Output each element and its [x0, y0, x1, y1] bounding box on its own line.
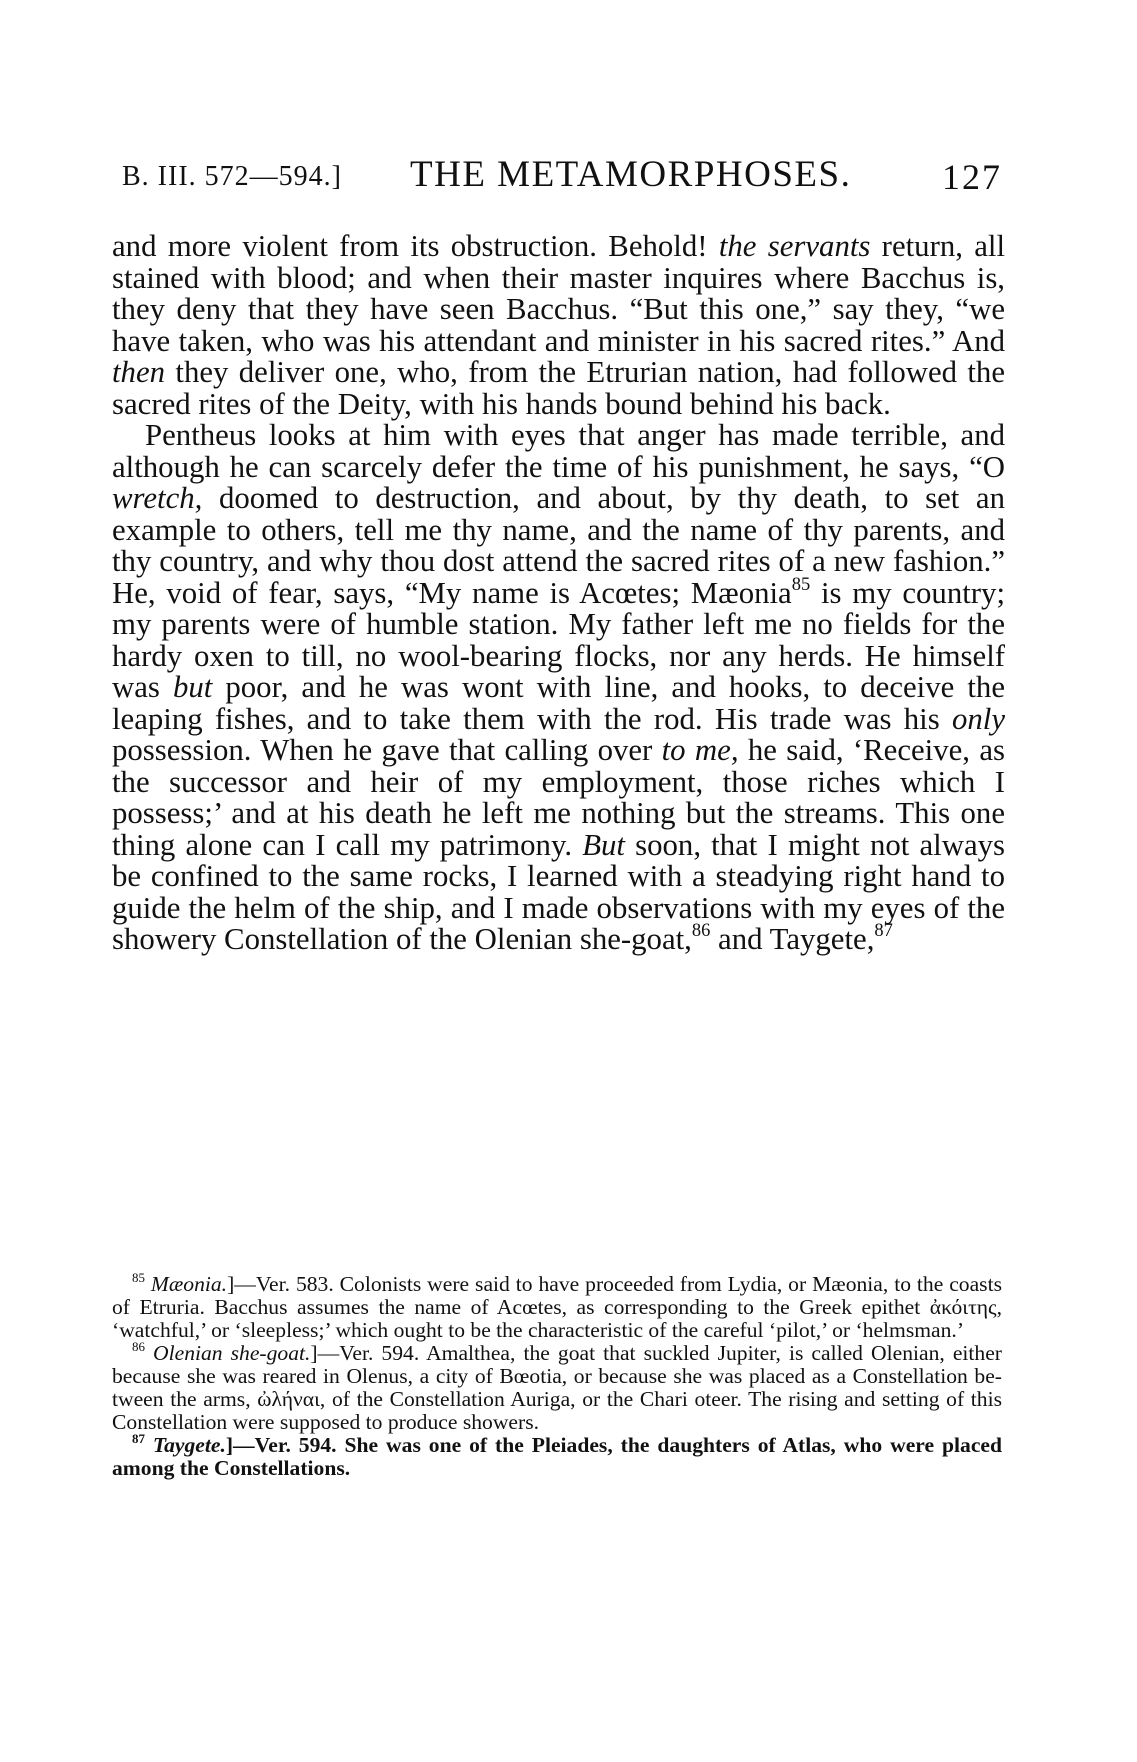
text-run: they deliver one, who, from the Etrurian nation, had followed the sacred rites of the Deity, with his hands bound behind his back.: [112, 355, 1005, 421]
footnote-ref-87[interactable]: 87: [874, 920, 893, 941]
running-header: [122, 150, 1002, 200]
footnote-86: [112, 1338, 1002, 1434]
paragraph-1: [112, 231, 1005, 420]
text-run: Pentheus looks at him with eyes that anger has made terrible, and although he can scarcely defer the time of his punishment, he says, “O: [112, 418, 1005, 484]
book-line-reference: B. III. 572—594.]: [122, 161, 342, 192]
footnote-number: 86: [132, 1338, 145, 1354]
footnote-number: 85: [132, 1269, 145, 1285]
italic-run: only: [951, 701, 1005, 736]
running-title: THE METAMORPHOSES.: [410, 154, 852, 195]
footnote-ref-85[interactable]: 85: [791, 573, 811, 594]
italic-run: but: [172, 670, 213, 704]
footnote-85: [112, 1269, 1002, 1342]
footnote-term: Mæonia.: [150, 1272, 228, 1296]
page-number: 127: [942, 157, 1002, 197]
footnote-term: Olenian she-goat.: [153, 1341, 311, 1365]
footnote-text: ]—Ver. 583. Colonists were said to have proceeded from Lydia, or Mæonia, to the coasts of Etruria. Bacchus assumes the name of Acœtes, as corresponding to the Greek epithet ἀκόιτης, ‘watchful,’ or ‘sleepless;’ which ought to be the characteristic of the careful ‘pilot,’ or ‘helmsman.’: [112, 1272, 1002, 1342]
footnote-text: ]—Ver. 594. She was one of the Pleiades, the daughters of Atlas, who were placed among the Constellations.: [112, 1433, 1002, 1480]
footnote-text: ]—Ver. 594. Amalthea, the goat that suckled Jupiter, is called Olenian, either because she was reared in Olenus, a city of Bœotia, or because she was placed as a Constellation between the arms, ὠλήναι, of the Constellation Auriga, or the Chari oteer. The rising and setting of this Constellation were supposed to produce showers.: [112, 1341, 1002, 1434]
footnote-87: [112, 1430, 1002, 1480]
text-run: return, all stained with blood; and when their master inquires where Bacchus is, they deny that they have seen Bacchus. “But this one,” say they, “we have taken, who was his attendant and minister in his sacred rites.” And: [112, 229, 1005, 358]
text-run: and more violent from its obstruction. Behold!: [112, 229, 719, 263]
main-text: [112, 231, 1005, 956]
paragraph-2: [112, 420, 1005, 956]
italic-run: But: [582, 827, 625, 862]
italic-run: then: [112, 355, 166, 389]
text-run: is my country; my parents were of humble station. My father left me no fields for the hardy oxen to till, no wool-bearing flocks, nor any herds. He himself was: [112, 575, 1005, 704]
text-run: and Taygete,: [710, 922, 875, 956]
italic-run: to me,: [661, 733, 739, 767]
text-run: he said, ‘Receive, as the successor and heir of my employment, those riches which I possess;’ and at his death he left me nothing but the streams. This one thing alone can I call my patrimony.: [112, 733, 1005, 862]
italic-run: the servants: [718, 229, 871, 263]
text-run: poor, and he was wont with line, and hooks, to deceive the leaping fishes, and to take them with the rod. His trade was his: [112, 670, 1005, 736]
italic-run: wretch,: [112, 481, 203, 515]
text-run: doomed to destruction, and about, by thy death, to set an example to others, tell me thy name, and the name of thy parents, and thy country, and why thou dost attend the sacred rites of a new fashion.” He, void of fear, says, “My name is Acœtes; Mæonia: [112, 481, 1005, 610]
footnote-ref-86[interactable]: 86: [691, 920, 711, 941]
text-run: soon, that I might not always be confined to the same rocks, I learned with a steadying right hand to guide the helm of the ship, and I made observations with my eyes of the showery Constellation of the Olenian she-goat,: [112, 827, 1005, 956]
footnote-number: 87: [132, 1430, 145, 1446]
footnote-term: Taygete.: [152, 1433, 226, 1457]
text-run: possession. When he gave that calling over: [112, 733, 662, 767]
footnotes: [112, 1269, 1002, 1480]
